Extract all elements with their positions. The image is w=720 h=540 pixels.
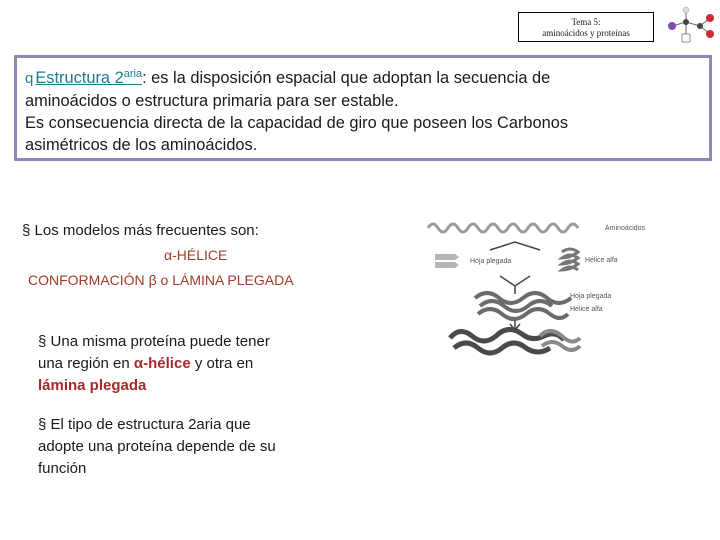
definition-box: [14, 55, 712, 161]
amino-acid-chain: [428, 224, 578, 232]
definition-line-3: Es consecuencia directa de la capacidad de giro que poseen los Carbonos: [25, 114, 569, 132]
figure-label-hoja: Hoja plegada: [470, 258, 512, 265]
pleated-sheet-small: [435, 254, 459, 268]
paragraph-function: § El tipo de estructura 2aria que adopte una proteína depende de su función: [38, 416, 276, 477]
figure-label-aminoacidos: Aminoácidos: [605, 225, 646, 232]
alpha-helix-small: [562, 249, 578, 270]
definition-line-4: asimétricos de los aminoácidos.: [25, 136, 258, 154]
amino-acid-molecule-icon: [664, 4, 716, 46]
model-beta-sheet: CONFORMACIÓN β o LÁMINA PLEGADA: [28, 272, 294, 288]
figure-label-helice-2: Hélice alfa: [570, 306, 603, 313]
figure-label-hoja-2: Hoja plegada: [570, 293, 612, 300]
definition-line-1: q Estructura $2^{aria}$: es la disposición espacial que adoptan la secuencia de: [25, 68, 551, 87]
tertiary-fold-1: [475, 293, 571, 319]
topic-subtitle: aminoácidos y proteínas: [542, 28, 630, 38]
definition-term: Estructura $2^{aria}$: [35, 68, 143, 87]
models-intro: § Los modelos más frecuentes son:: [22, 222, 259, 239]
protein-structure-figure: [420, 210, 710, 360]
topic-header-box: [518, 12, 654, 42]
paragraph-regions: § Una misma proteína puede tener una región en α-hélice y otra en lámina plegada: [38, 333, 270, 394]
checkbox-bullet-icon: q: [25, 70, 34, 87]
model-alpha-helix: α-HÉLICE: [164, 247, 228, 263]
figure-label-helice: Hélice alfa: [585, 257, 618, 264]
models-list: [22, 218, 402, 293]
topic-title: Tema 5:: [571, 17, 601, 27]
definition-line-2: aminoácidos o estructura primaria para ser estable.: [25, 92, 399, 110]
